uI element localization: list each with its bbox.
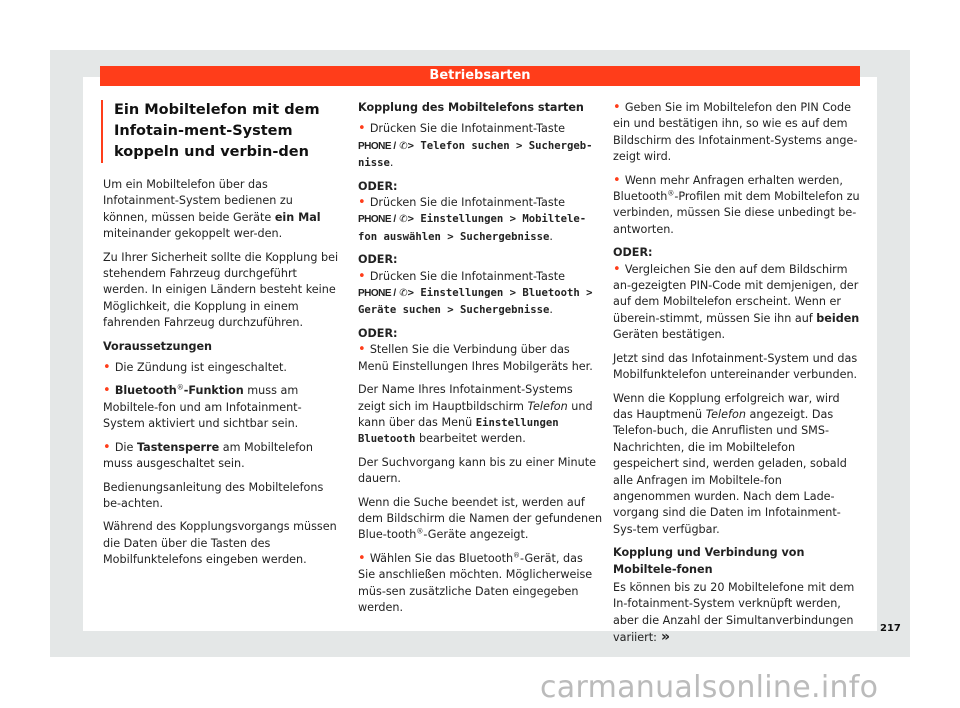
phone-key-label: PHONE / [358, 214, 396, 226]
step-item: • Drücken Sie die Infotainment-Taste PHONE / ✆> Telefon suchen > Suchergeb-nisse. [358, 121, 593, 170]
step-item: • Vergleichen Sie den auf dem Bildschirm an-gezeigten PIN-Code mit demjenigen, der auf dem Mobiltelefon erscheint. Wenn er überein-stimmt, müssen Sie ihn auf beiden Geräten bestätigen. [613, 261, 860, 342]
step-item: • Geben Sie im Mobiltelefon den PIN Code ein und bestätigen ihn, so wie es auf dem Bildschirm des Infotainment-Systems ange-zeigt wird. [613, 100, 858, 164]
handset-icon: ✆ [399, 288, 408, 300]
multi-device-heading: Kopplung und Verbindung von Mobiltele-fonen [613, 546, 805, 576]
bullet-icon: • [358, 195, 370, 211]
bullet-icon: • [358, 268, 370, 284]
step-item: • Stellen Sie die Verbindung über das Menü Einstellungen Ihres Mobilgeräts her. [358, 342, 593, 373]
bullet-icon: • [103, 439, 115, 455]
step-item: • Wählen Sie das Bluetooth®-Gerät, das Sie anschließen möchten. Möglicherweise müs-sen zusätzliche Daten eingegeben werden. [358, 550, 593, 614]
column-1 [103, 100, 341, 576]
column-2 [358, 100, 603, 623]
or-label: ODER: [358, 179, 398, 193]
paragraph-success: Wenn die Kopplung erfolgreich war, wird das Hauptmenü Telefon angezeigt. Das Telefon-buch, die Anruflisten und SMS- Nachrichten, die im Mobiltelefon gespeichert sind, werden geladen, sobald alle Anfragen im Mobiltele-fon angenommen wurden. Nach dem Lade-vorgang sind die Daten im Infotainment-Sys-tem verfügbar. [613, 391, 847, 536]
paragraph-connected: Jetzt sind das Infotainment-System und das Mobilfunktelefon untereinander verbunden. [613, 351, 858, 382]
phone-key-label: PHONE / [358, 288, 396, 300]
paragraph-search-done: Wenn die Suche beendet ist, werden auf dem Bildschirm die Namen der gefundenen Blue-tooth®-Geräte angezeigt. [358, 495, 603, 542]
column-3 [613, 100, 861, 654]
handset-icon: ✆ [399, 214, 408, 226]
handset-icon: ✆ [399, 140, 408, 152]
bullet-icon: • [613, 261, 625, 277]
continue-arrow-icon: » [660, 629, 670, 646]
pairing-start-heading: Kopplung des Mobiltelefons starten [358, 101, 584, 114]
paragraph-intro: Um ein Mobiltelefon über das Infotainment-System bedienen zu können, müssen beide Geräte ein Mal miteinander gekoppelt wer-den. [103, 178, 321, 241]
page-number: 217 [880, 623, 901, 634]
title-block [101, 100, 341, 163]
step-item: • Drücken Sie die Infotainment-Taste PHONE / ✆> Einstellungen > Mobiltele-fon auswählen > Suchergebnisse. [358, 195, 587, 243]
watermark: carmanualsonline.info [540, 670, 879, 705]
menu-path: > Einstellungen > Bluetooth > Geräte suchen > Suchergebnisse [358, 287, 593, 317]
paragraph-search-duration: Der Suchvorgang kann bis zu einer Minute dauern. [358, 455, 596, 486]
or-label: ODER: [358, 326, 398, 340]
or-label: ODER: [613, 246, 653, 260]
prerequisite-item: • Bluetooth®-Funktion muss am Mobiltele-fon und am Infotainment-System aktiviert und sichtbar sein. [103, 383, 302, 431]
prerequisites-heading: Voraussetzungen [103, 339, 213, 353]
step-item: • Drücken Sie die Infotainment-Taste PHONE / ✆> Einstellungen > Bluetooth > Geräte suchen > Suchergebnisse. [358, 268, 593, 317]
bullet-icon: • [613, 100, 625, 115]
page-title: Ein Mobiltelefon mit dem Infotain-ment-System koppeln und verbin-den [114, 102, 320, 160]
paragraph-system-name: Der Name Ihres Infotainment-Systems zeigt sich im Hauptbildschirm Telefon und kann über das Menü Einstellungen Bluetooth bearbeitet werden. [358, 383, 593, 446]
paragraph-manual: Bedienungsanleitung des Mobiltelefons be-achten. [103, 480, 324, 510]
bullet-icon: • [358, 550, 370, 566]
menu-path: > Telefon suchen > Suchergeb-nisse [358, 139, 593, 170]
bullet-icon: • [613, 172, 625, 188]
menu-path: > Einstellungen > Mobiltele-fon auswählen > Suchergebnisse [358, 213, 587, 243]
or-label: ODER: [358, 253, 398, 267]
phone-key-label: PHONE / [358, 140, 396, 152]
bullet-icon: • [103, 383, 115, 399]
bullet-icon: • [358, 342, 370, 358]
paragraph-safety: Zu Ihrer Sicherheit sollte die Kopplung bei stehendem Fahrzeug durchgeführt werden. In einigen Ländern besteht keine Möglichkeit, die Kopplung in einem fahrenden Fahrzeug durchzuführen. [103, 250, 339, 330]
prerequisite-item: • Die Tastensperre am Mobiltelefon muss ausgeschaltet sein. [103, 439, 313, 471]
bullet-icon: • [358, 121, 370, 137]
paragraph-data-entry: Während des Kopplungsvorgangs müssen die Daten über die Tasten des Mobilfunktelefons eingeben werden. [103, 520, 337, 567]
bullet-icon: • [103, 360, 115, 376]
paragraph-multi-device: Es können bis zu 20 Mobiltelefone mit dem In-fotainment-System verknüpft werden, aber die Anzahl der Simultanverbindungen variiert: » [613, 580, 855, 646]
prerequisite-item: • Die Zündung ist eingeschaltet. [103, 360, 287, 376]
section-header: Betriebsarten [100, 66, 860, 86]
step-item: • Wenn mehr Anfragen erhalten werden, Bluetooth®-Profilen mit dem Mobiltelefon zu verbinden, müssen Sie diese unbedingt be-antworten. [613, 172, 860, 236]
